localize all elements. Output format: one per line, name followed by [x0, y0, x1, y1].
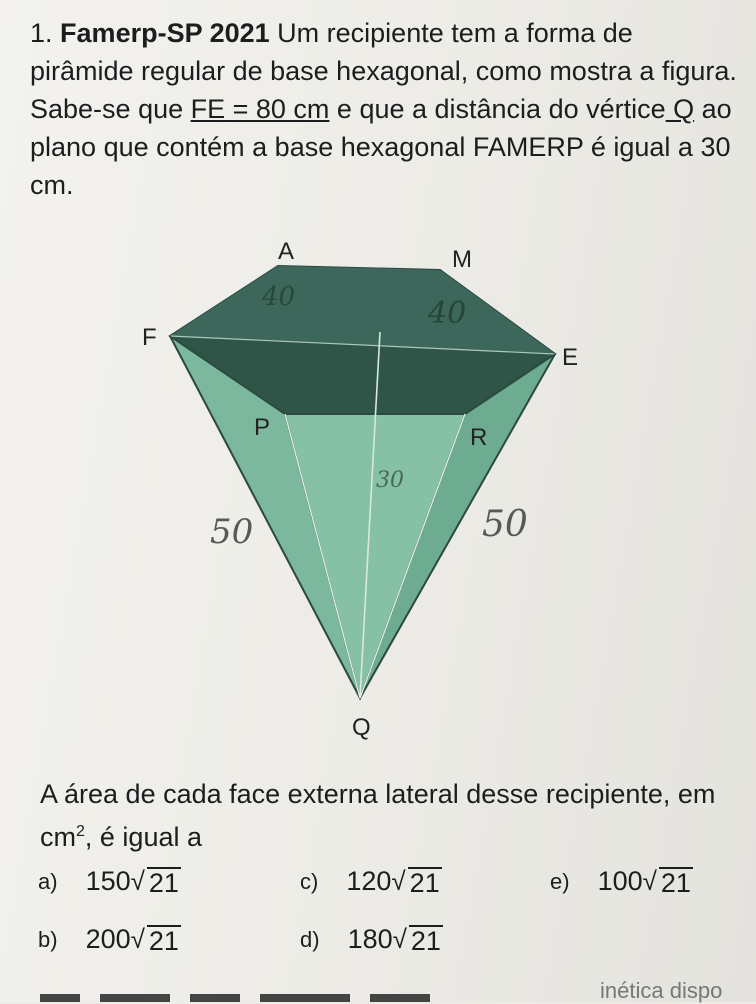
- option-a[interactable]: [38, 866, 181, 897]
- label-e: E: [562, 344, 579, 371]
- option-a-letter: a): [38, 868, 58, 894]
- option-e-coef: 100: [597, 866, 643, 896]
- option-b-radicand: 21: [148, 925, 179, 956]
- handwritten-30: 30: [376, 468, 404, 493]
- option-b-coef: 200: [85, 924, 131, 954]
- pyramid-figure: [130, 232, 590, 752]
- question-text-part2: e que a distância do vértice: [329, 94, 666, 124]
- question-source: Famerp-SP 2021: [60, 18, 270, 48]
- option-b[interactable]: [38, 924, 181, 955]
- sqrt-icon: √: [391, 866, 406, 896]
- label-m: M: [452, 246, 472, 273]
- question-number: 1.: [30, 18, 53, 48]
- option-c-letter: c): [300, 868, 319, 894]
- stem-superscript: 2: [76, 823, 85, 840]
- sqrt-icon: √: [392, 924, 407, 954]
- label-r: R: [470, 424, 488, 451]
- handwritten-40-left: 40: [262, 282, 296, 312]
- handwritten-40-right: 40: [428, 296, 467, 331]
- option-e-letter: e): [550, 868, 570, 894]
- handwritten-50-right: 50: [482, 504, 528, 545]
- cut-off-text-marks: [40, 990, 560, 1002]
- handwritten-50-left: 50: [210, 512, 254, 552]
- option-d-letter: d): [300, 926, 320, 952]
- fe-measure: FE = 80 cm: [190, 94, 330, 124]
- question-stem: [40, 775, 740, 856]
- option-e[interactable]: [550, 866, 693, 897]
- sqrt-icon: √: [130, 924, 145, 954]
- option-c-coef: 120: [346, 866, 392, 896]
- option-d-coef: 180: [347, 924, 393, 954]
- option-a-coef: 150: [85, 866, 131, 896]
- option-d[interactable]: [300, 924, 443, 955]
- stem-part2: , é igual a: [84, 822, 202, 852]
- sqrt-icon: √: [642, 866, 657, 896]
- label-q: Q: [352, 714, 371, 741]
- question-text: [30, 14, 742, 204]
- option-e-radicand: 21: [660, 867, 691, 898]
- option-b-letter: b): [38, 926, 58, 952]
- vertex-q-ref: Q: [665, 94, 695, 124]
- question-text-part1: Um recipiente tem a forma de pirâmide regular de base hexagonal, como mostra a figura. Sabe-se que: [30, 18, 737, 124]
- pyramid-drawing: [130, 232, 590, 752]
- label-a: A: [278, 238, 295, 265]
- question-text-part3: ao plano que contém a base hexagonal FAMERP é igual a 30 cm.: [30, 94, 732, 200]
- option-d-radicand: 21: [410, 925, 441, 956]
- label-f: F: [142, 324, 157, 351]
- option-c[interactable]: [300, 866, 442, 897]
- option-c-radicand: 21: [409, 867, 440, 898]
- sqrt-icon: √: [130, 866, 145, 896]
- option-a-radicand: 21: [148, 867, 179, 898]
- label-p: P: [254, 414, 271, 441]
- footer-fragment: inética dispo: [600, 978, 723, 1003]
- stem-part1: A área de cada face externa lateral desse recipiente, em cm: [40, 779, 716, 852]
